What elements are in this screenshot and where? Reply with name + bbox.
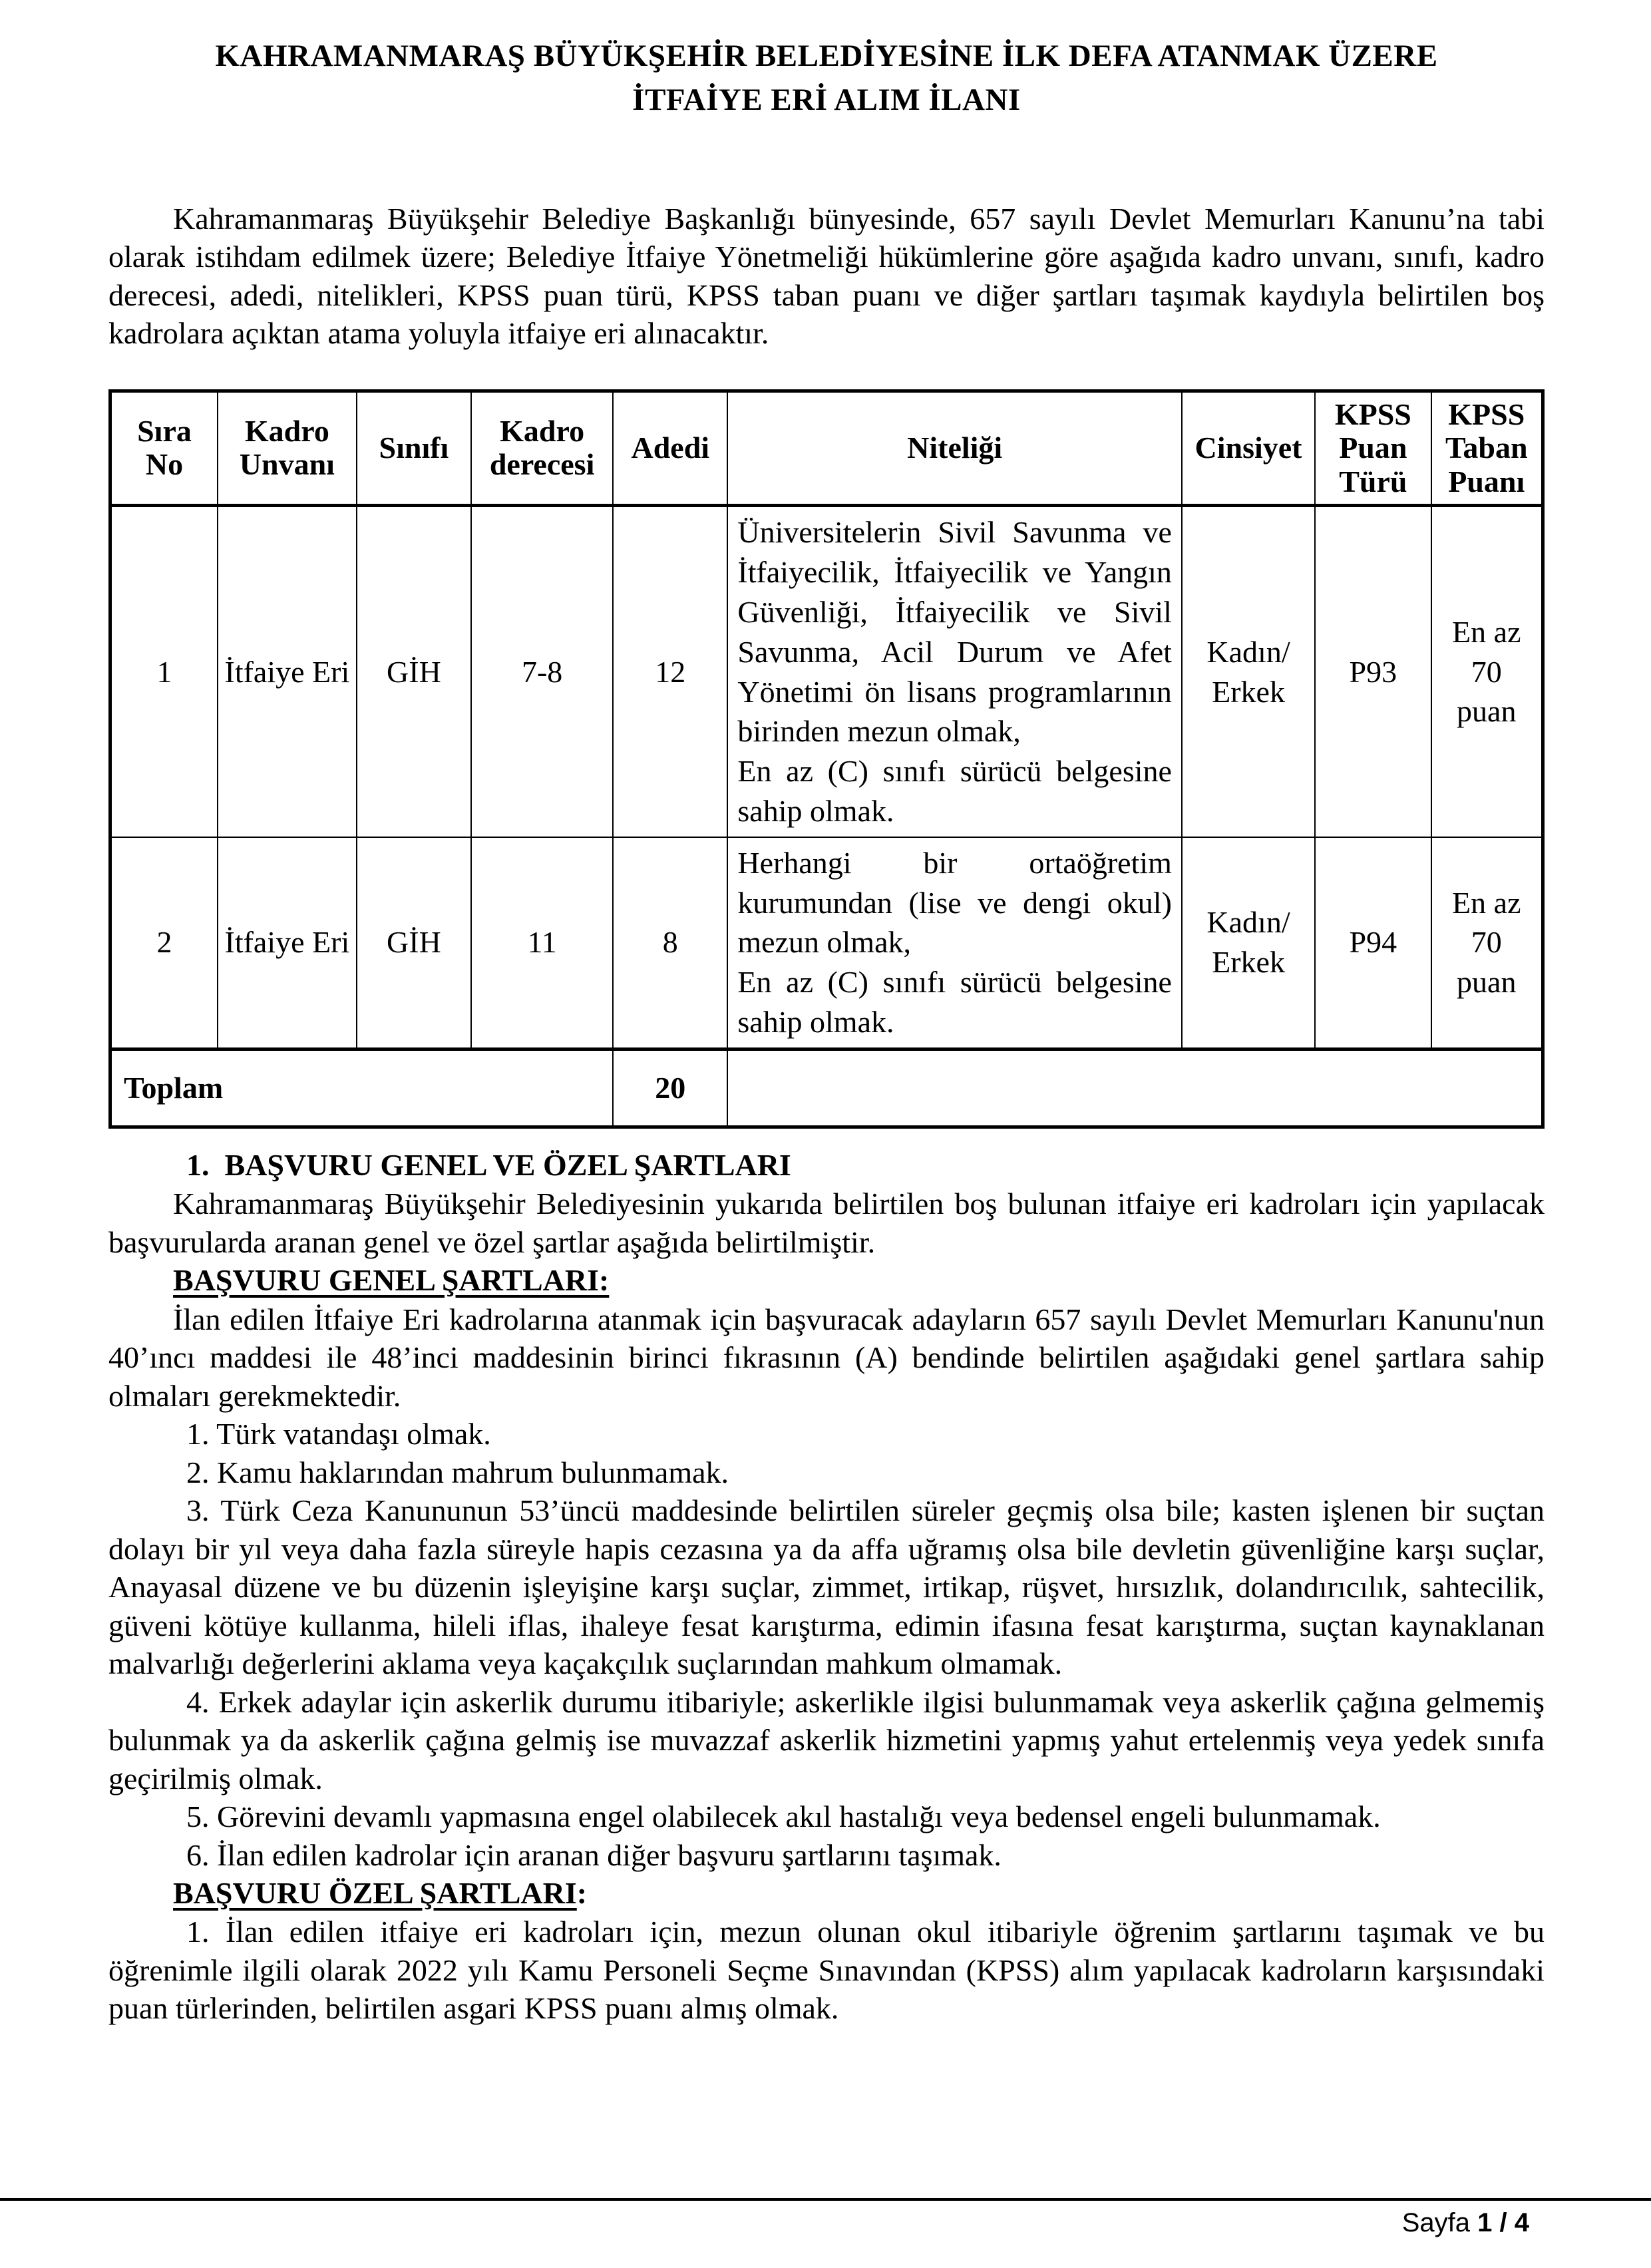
cell-kadro-unvani: İtfaiye Eri (218, 837, 357, 1049)
subheading-genel-sartlar (108, 1261, 1545, 1300)
genel-item-2: 2. Kamu haklarından mahrum bulunmamak. (186, 1455, 729, 1489)
col-header-cinsiyet: Cinsiyet (1182, 391, 1315, 506)
subheading-ozel-sartlar (108, 1874, 1545, 1913)
subheading-ozel-colon: : (576, 1876, 588, 1911)
ozel-item-1: 1. İlan edilen itfaiye eri kadroları için, mezun olunan okul itibariyle öğrenim şartlarını taşımak ve bu öğrenimle ilgili olarak 2022 yılı Kamu Personeli Seçme Sınavından (KPSS) alım yapılacak kadroların karşısındaki puan türlerinden, belirtilen asgari KPSS puanı almış olmak. (108, 1915, 1545, 2026)
genel-intro-paragraph: İlan edilen İtfaiye Eri kadrolarına atanmak için başvuracak adayların 657 sayılı Devlet Memurları Kanunu'nun 40’ıncı maddesi ile 48’inci maddesinin birinci fıkrasının (A) bendinde belirtilen aşağıdaki genel şartlara sahip olmaları gerekmektedir. (108, 1302, 1545, 1413)
section-heading-basvuru-sartlari: 1. BAŞVURU GENEL VE ÖZEL ŞARTLARI (186, 1147, 791, 1182)
cell-adedi: 8 (613, 837, 727, 1049)
cinsiyet-value: Kadın/ Erkek (1206, 634, 1290, 709)
total-empty-cell (727, 1049, 1543, 1127)
title-line-2: İTFAİYE ERİ ALIM İLANI (632, 82, 1021, 117)
subheading-genel-text: BAŞVURU GENEL ŞARTLARI: (173, 1263, 610, 1298)
table-total-row (110, 1049, 1543, 1127)
col-header-niteligi: Niteliği (727, 391, 1182, 506)
cell-niteligi (727, 837, 1182, 1049)
genel-item-3: 3. Türk Ceza Kanununun 53’üncü maddesinde belirtilen süreler geçmiş olsa bile; kasten işlenen bir suçtan dolayı bir yıl veya daha fazla süreyle hapis cezasına ya da affa uğramış olsa bile devletin güvenliğine karşı suçlar, Anayasal düzene ve bu düzenin işleyişine karşı suçlar, zimmet, irtikap, rüşvet, hırsızlık, dolandırıcılık, sahtecilik, güveni kötüye kullanma, hileli iflas, ihaleye fesat karıştırma, edimin ifasına fesat karıştırma, suçtan kaynaklanan malvarlığı değerlerini aklama veya kaçakçılık suçlarından mahkum olmamak. (108, 1493, 1545, 1681)
taban-puani-value: En az 70 puan (1452, 614, 1521, 729)
cell-kpss-taban-puani (1431, 506, 1543, 837)
cell-kpss-taban-puani (1431, 837, 1543, 1049)
cell-kadro-derecesi: 7-8 (471, 506, 613, 837)
niteligi-paragraph-2: En az (C) sınıfı sürücü belgesine sahip olmak. (737, 754, 1172, 828)
section-intro-paragraph: Kahramanmaraş Büyükşehir Belediyesinin yukarıda belirtilen boş bulunan itfaiye eri kadroları için yapılacak başvurularda aranan genel ve özel şartlar aşağıda belirtilmiştir. (108, 1187, 1545, 1259)
genel-item-1: 1. Türk vatandaşı olmak. (186, 1417, 491, 1451)
col-header-kpss-taban-puani: KPSS Taban Puanı (1431, 391, 1543, 506)
col-header-sinifi: Sınıfı (357, 391, 471, 506)
cell-kadro-derecesi: 11 (471, 837, 613, 1049)
table-header-row (110, 391, 1543, 506)
cell-kpss-puan-turu: P94 (1315, 837, 1431, 1049)
col-header-adedi: Adedi (613, 391, 727, 506)
cell-cinsiyet (1182, 506, 1315, 837)
genel-item-5: 5. Görevini devamlı yapmasına engel olabilecek akıl hastalığı veya bedensel engeli bulunmamak. (186, 1799, 1381, 1834)
taban-puani-value: En az 70 puan (1452, 885, 1521, 1000)
total-adedi-value: 20 (613, 1049, 727, 1127)
footer-page-number: 1 / 4 (1477, 2208, 1529, 2237)
cell-kadro-unvani: İtfaiye Eri (218, 506, 357, 837)
niteligi-paragraph-1: Üniversitelerin Sivil Savunma ve İtfaiyecilik, İtfaiyecilik ve Yangın Güvenliği, İtfaiyecilik ve Sivil Savunma, Acil Durum ve Afet Yönetimi ön lisans programlarının birinden mezun olmak, (737, 515, 1172, 749)
cell-niteligi (727, 506, 1182, 837)
cinsiyet-value: Kadın/ Erkek (1206, 905, 1290, 980)
cell-adedi: 12 (613, 506, 727, 837)
cell-sinifi: GİH (357, 506, 471, 837)
positions-table (108, 389, 1545, 1129)
total-label: Toplam (110, 1049, 614, 1127)
intro-paragraph: Kahramanmaraş Büyükşehir Belediye Başkanlığı bünyesinde, 657 sayılı Devlet Memurları Kanunu’na tabi olarak istihdam edilmek üzere; Belediye İtfaiye Yönetmeliği hükümlerine göre aşağıda kadro unvanı, sınıfı, kadro derecesi, adedi, nitelikleri, KPSS puan türü, KPSS taban puanı ve diğer şartları taşımak kaydıyla belirtilen boş kadrolara açıktan atama yoluyla itfaiye eri alınacaktır. (108, 201, 1545, 351)
cell-sira-no: 1 (110, 506, 218, 837)
genel-item-6: 6. İlan edilen kadrolar için aranan diğer başvuru şartlarını taşımak. (186, 1837, 1002, 1872)
subheading-ozel-text: BAŞVURU ÖZEL ŞARTLARI (173, 1876, 577, 1911)
cell-sinifi: GİH (357, 837, 471, 1049)
niteligi-paragraph-2: En az (C) sınıfı sürücü belgesine sahip olmak. (737, 965, 1172, 1039)
genel-item-4: 4. Erkek adaylar için askerlik durumu itibariyle; askerlikle ilgisi bulunmamak veya askerlik çağına gelmemiş bulunmak ya da askerlik çağına gelmiş ise muvazzaf askerlik hizmetini yapmış yahut ertelenmiş veya yedek sınıfa geçirilmiş olmak. (108, 1684, 1545, 1796)
cell-cinsiyet (1182, 837, 1315, 1049)
table-row-1 (110, 506, 1543, 837)
footer-label: Sayfa (1401, 2208, 1471, 2237)
footer-divider-line (0, 2198, 1651, 2201)
cell-sira-no: 2 (110, 837, 218, 1049)
col-header-kadro-unvani: Kadro Unvanı (218, 391, 357, 506)
page-footer (1402, 2207, 1529, 2239)
page-title (108, 35, 1545, 122)
col-header-kadro-derecesi: Kadro derecesi (471, 391, 613, 506)
col-header-kpss-puan-turu: KPSS Puan Türü (1315, 391, 1431, 506)
table-row-2 (110, 837, 1543, 1049)
title-line-1: KAHRAMANMARAŞ BÜYÜKŞEHİR BELEDİYESİNE İLK DEFA ATANMAK ÜZERE (215, 39, 1438, 73)
niteligi-paragraph-1: Herhangi bir ortaöğretim kurumundan (lise ve dengi okul) mezun olmak, (737, 845, 1172, 960)
col-header-sira-no: Sıra No (110, 391, 218, 506)
cell-kpss-puan-turu: P93 (1315, 506, 1431, 837)
